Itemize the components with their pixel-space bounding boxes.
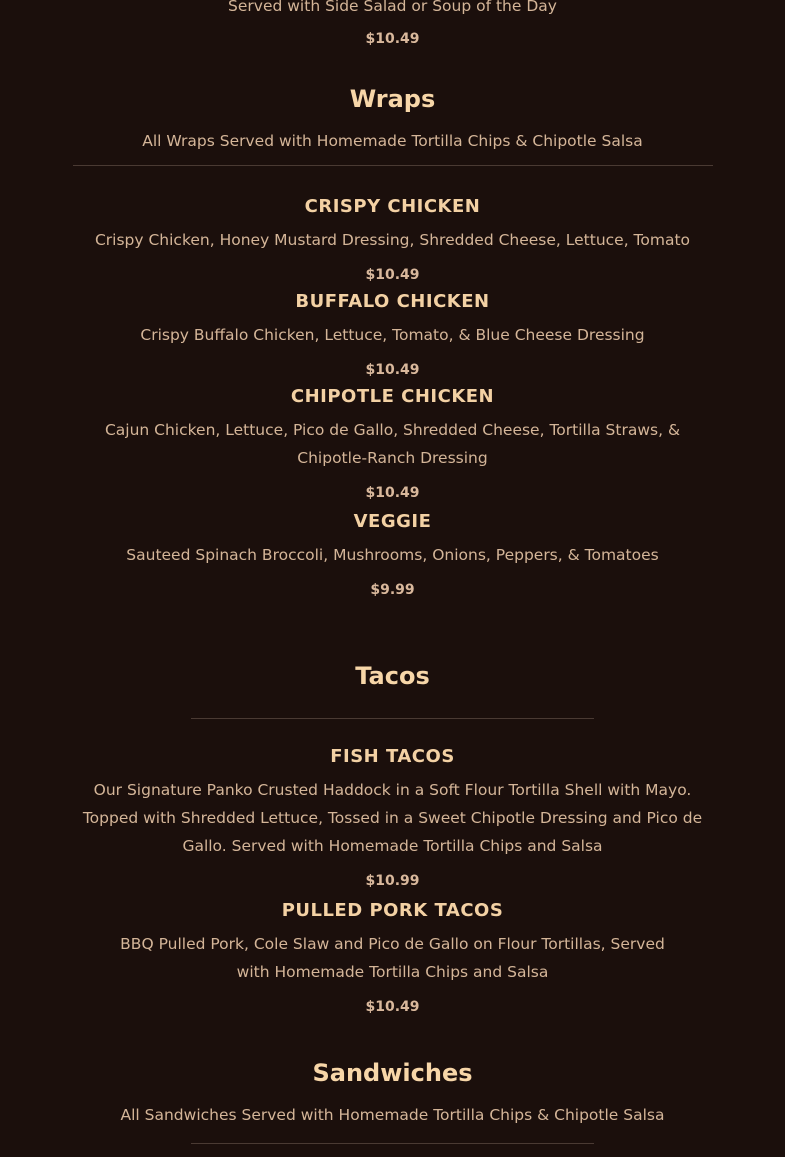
item-description: Our Signature Panko Crusted Haddock in a Soft Flour Tortilla Shell with Mayo. Topped with Shredded Lettuce, Tossed in a Sweet Chipotle Dressing and Pico de Gallo. Served with Homemade Tortilla Chips and Salsa — [82, 781, 703, 855]
section-title-wraps: Wraps — [349, 85, 436, 113]
item-description: Crispy Chicken, Honey Mustard Dressing, Shredded Cheese, Lettuce, Tomato — [94, 231, 691, 249]
item-description: Served with Side Salad or Soup of the Day — [228, 0, 557, 15]
item-price: $10.49 — [365, 362, 420, 378]
item-description: BBQ Pulled Pork, Cole Slaw and Pico de Gallo on Flour Tortillas, Served with Homemade Tortilla Chips and Salsa — [120, 935, 665, 981]
section-title-sandwiches: Sandwiches — [312, 1059, 473, 1087]
item-price: $10.49 — [365, 267, 420, 283]
section-divider — [73, 165, 713, 166]
item-price: $10.99 — [365, 873, 420, 889]
item-price: $9.99 — [370, 582, 415, 598]
item-title: FISH TACOS — [330, 746, 455, 767]
item-price: $10.49 — [365, 485, 420, 501]
item-description: Sauteed Spinach Broccoli, Mushrooms, Onions, Peppers, & Tomatoes — [126, 546, 659, 564]
section-subtitle-sandwiches: All Sandwiches Served with Homemade Tortilla Chips & Chipotle Salsa — [120, 1106, 665, 1124]
item-price: $10.49 — [365, 31, 420, 47]
item-description: Crispy Buffalo Chicken, Lettuce, Tomato, & Blue Cheese Dressing — [140, 326, 645, 344]
section-subtitle-wraps: All Wraps Served with Homemade Tortilla Chips & Chipotle Salsa — [142, 132, 643, 150]
item-title: BUFFALO CHICKEN — [295, 291, 490, 312]
item-title: CRISPY CHICKEN — [304, 196, 481, 217]
section-title-tacos: Tacos — [355, 662, 430, 690]
item-title: PULLED PORK TACOS — [281, 900, 504, 921]
item-title: CHIPOTLE CHICKEN — [290, 386, 495, 407]
item-description: Cajun Chicken, Lettuce, Pico de Gallo, Shredded Cheese, Tortilla Straws, & Chipotle-Ranch Dressing — [104, 421, 681, 467]
section-divider — [191, 718, 594, 719]
section-divider — [191, 1143, 594, 1144]
item-title: VEGGIE — [353, 511, 432, 532]
item-price: $10.49 — [365, 999, 420, 1015]
